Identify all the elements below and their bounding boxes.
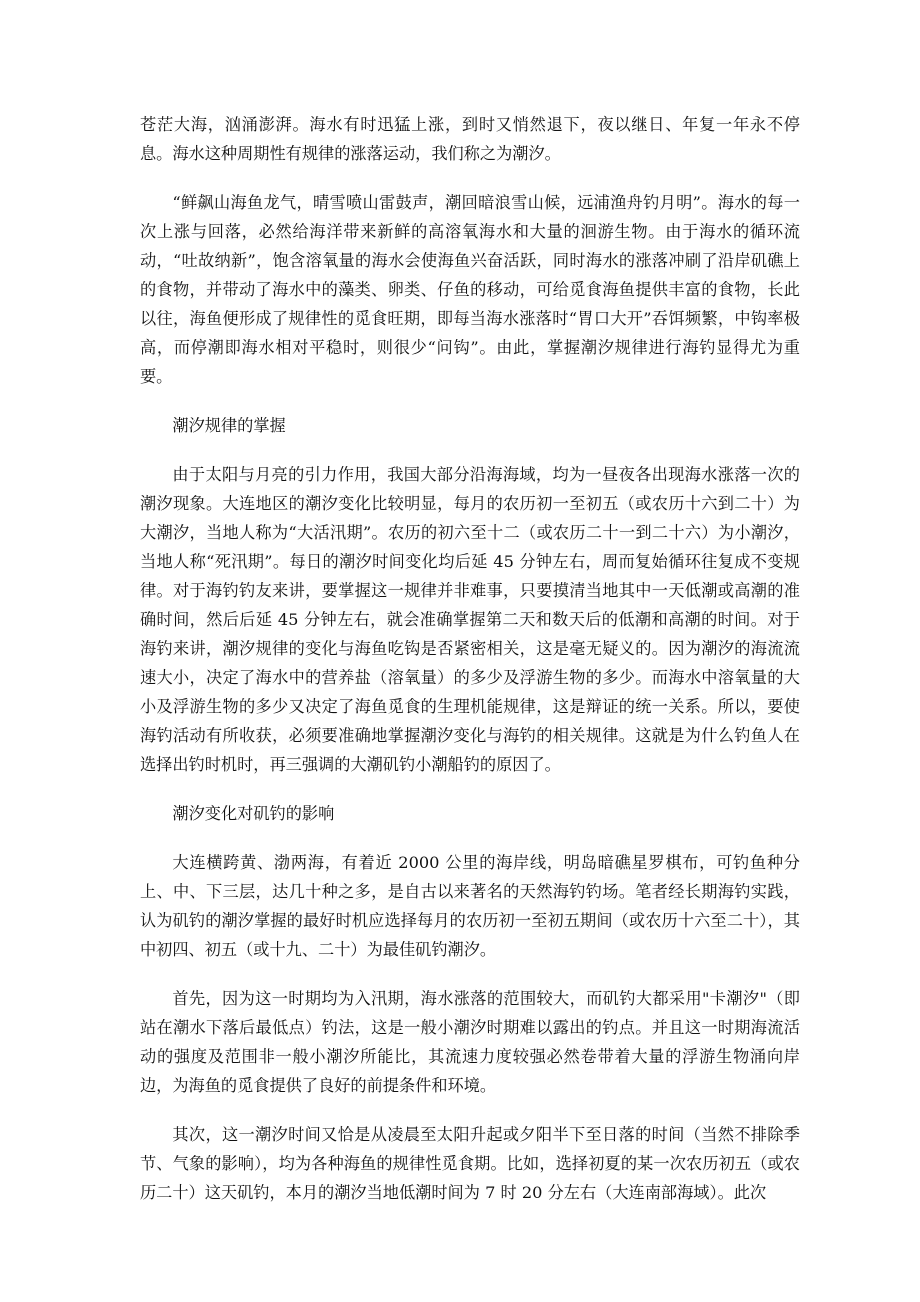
section-heading-tide-rules: 潮汐规律的掌握 xyxy=(172,416,286,435)
document-page xyxy=(140,110,800,1227)
paragraph-first: 首先，因为这一时期均为入汛期，海水涨落的范围较大，而矶钓大都采用"卡潮汐"（即站在潮水下落后最低点）钓法，这是一般小潮汐时期难以露出的钓点。并且这一时期海流活动的强度及范围非一般小潮汐所能比，其流速力度较强必然卷带着大量的浮游生物涌向岸边，为海鱼的觅食提供了良好的前提条件和环境。 xyxy=(140,989,800,1095)
paragraph-second: 其次，这一潮汐时间又恰是从凌晨至太阳升起或夕阳半下至日落的时间（当然不排除季节、气象的影响），均为各种海鱼的规律性觅食期。比如，选择初夏的某一次农历初五（或农历二十）这天矶钓，本月的潮汐当地低潮时间为 7 时 20 分左右（大连南部海域）。此次 xyxy=(140,1125,800,1202)
paragraph-intro: 苍茫大海，汹涌澎湃。海水有时迅猛上涨，到时又悄然退下，夜以继日、年复一年永不停息。海水这种周期性有规律的涨落运动，我们称之为潮汐。 xyxy=(140,115,800,163)
paragraph-poem: “鲜飙山海鱼龙气，晴雪喷山雷鼓声，潮回暗浪雪山候，远浦渔舟钓月明”。海水的每一次上涨与回落，必然给海洋带来新鲜的高溶氧海水和大量的洄游生物。由于海水的循环流动，“吐故纳新”，饱含溶氧量的海水会使海鱼兴奋活跃，同时海水的涨落冲刷了沿岸矶礁上的食物，并带动了海水中的藻类、卵类、仔鱼的移动，可给觅食海鱼提供丰富的食物，长此以往，海鱼便形成了规律性的觅食旺期，即每当海水涨落时“胃口大开”吞饵频繁，中钩率极高，而停潮即海水相对平稳时，则很少“问钩”。由此，掌握潮汐规律进行海钓显得尤为重要。 xyxy=(140,193,800,386)
section-heading-rock-fishing: 潮汐变化对矶钓的影响 xyxy=(172,804,335,823)
paragraph-dalian: 大连横跨黄、渤两海，有着近 2000 公里的海岸线，明岛暗礁星罗棋布，可钓鱼种分上、中、下三层，达几十种之多，是自古以来著名的天然海钓钓场。笔者经长期海钓实践，认为矶钓的潮汐掌握的最好时机应选择每月的农历初一至初五期间（或农历十六至二十），其中初四、初五（或十九、二十）为最佳矶钓潮汐。 xyxy=(140,853,800,959)
paragraph-tide-rules: 由于太阳与月亮的引力作用，我国大部分沿海海域，均为一昼夜各出现海水涨落一次的潮汐现象。大连地区的潮汐变化比较明显，每月的农历初一至初五（或农历十六到二十）为大潮汐，当地人称为“大活汛期”。农历的初六至十二（或农历二十一到二十六）为小潮汐，当地人称“死汛期”。每日的潮汐时间变化均后延 45 分钟左右，周而复始循环往复成不变规律。对于海钓钓友来讲，要掌握这一规律并非难事，只要摸清当地其中一天低潮或高潮的准确时间，然后后延 45 分钟左右，就会准确掌握第二天和数天后的低潮和高潮的时间。对于海钓来讲，潮汐规律的变化与海鱼吃钩是否紧密相关，这是毫无疑义的。因为潮汐的海流流速大小，决定了海水中的营养盐（溶氧量）的多少及浮游生物的多少。而海水中溶氧量的大小及浮游生物的多少又决定了海鱼觅食的生理机能规律，这是辩证的统一关系。所以，要使海钓活动有所收获，必须要准确地掌握潮汐变化与海钓的相关规律。这就是为什么钓鱼人在选择出钓时机时，再三强调的大潮矶钓小潮船钓的原因了。 xyxy=(140,465,800,774)
